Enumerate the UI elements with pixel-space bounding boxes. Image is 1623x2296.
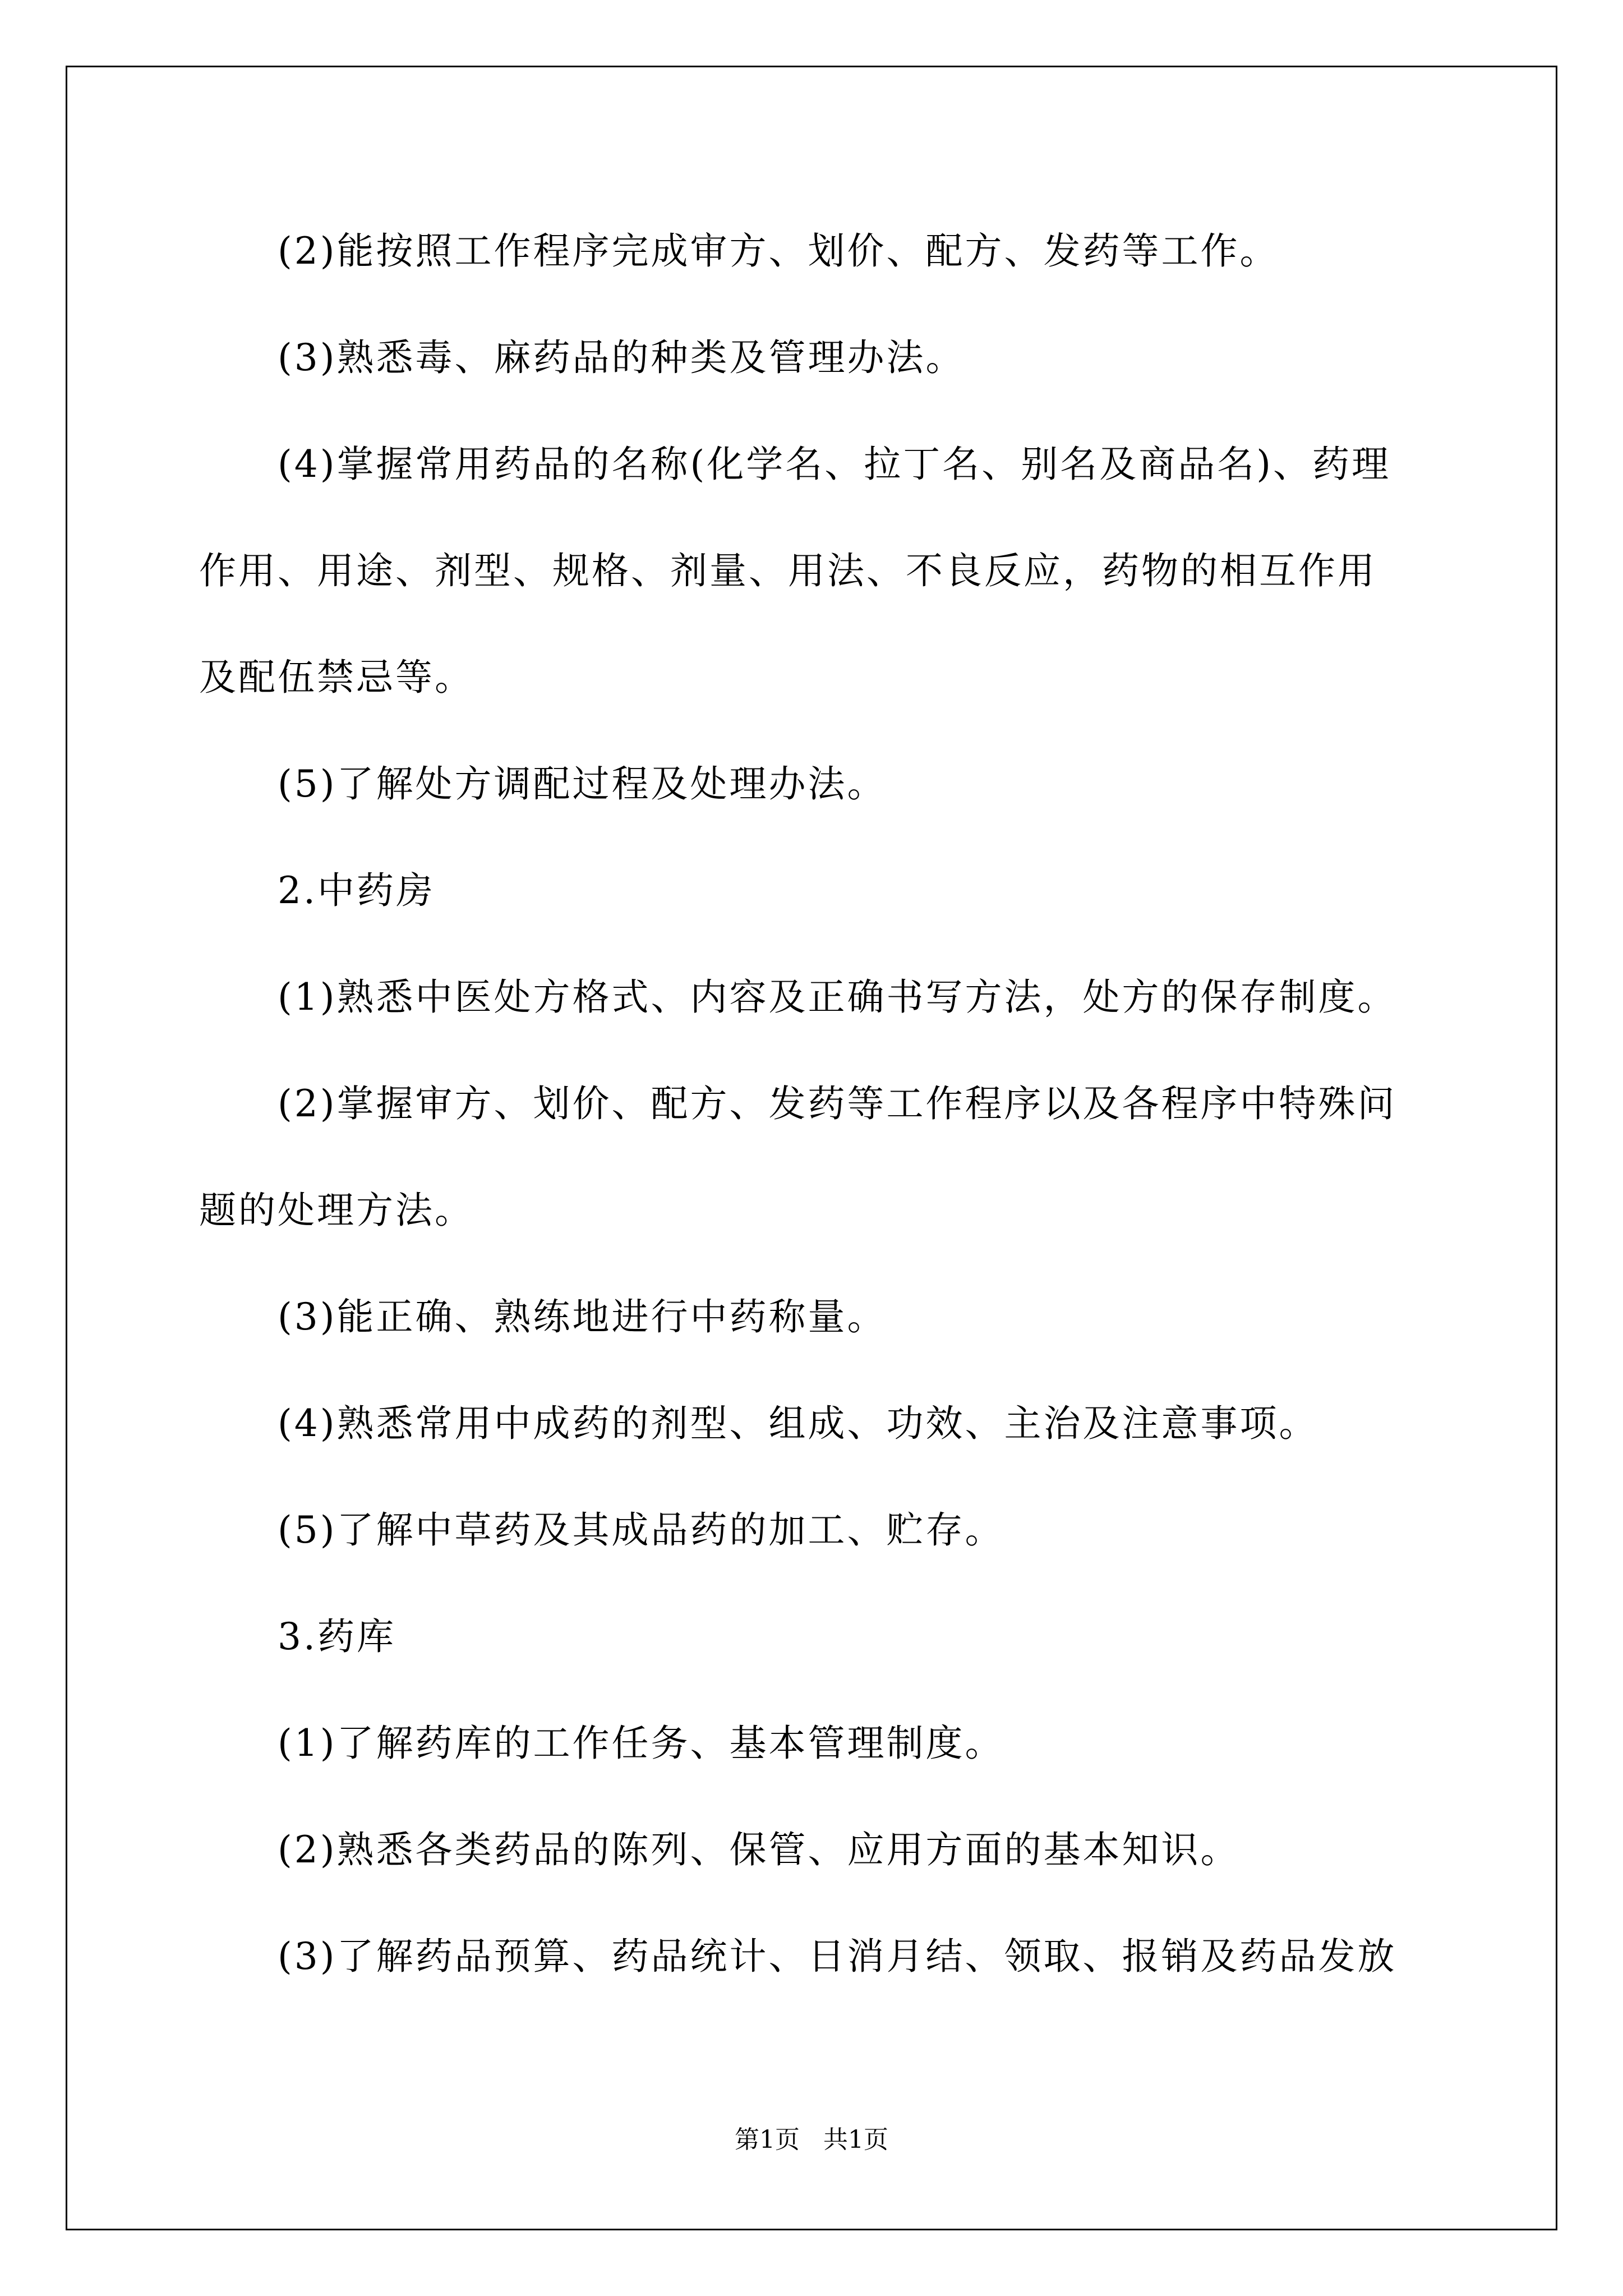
paragraph-line: 题的处理方法。 <box>199 1189 474 1232</box>
paragraph-line: 及配伍禁忌等。 <box>199 656 474 699</box>
section-heading: 3.药库 <box>278 1615 396 1658</box>
paragraph-line: (4)掌握常用药品的名称(化学名、拉丁名、别名及商品名)、药理 <box>278 443 1391 486</box>
paragraph-line: (2)熟悉各类药品的陈列、保管、应用方面的基本知识。 <box>278 1828 1240 1871</box>
paragraph-line: (4)熟悉常用中成药的剂型、组成、功效、主治及注意事项。 <box>278 1402 1318 1445</box>
paragraph-line: (3)熟悉毒、麻药品的种类及管理办法。 <box>278 336 965 379</box>
page-number-footer: 第1页 共1页 <box>735 2125 888 2154</box>
section-heading: 2.中药房 <box>278 869 435 912</box>
paragraph-line: (3)能正确、熟练地进行中药称量。 <box>278 1295 887 1338</box>
paragraph-line: (2)掌握审方、划价、配方、发药等工作程序以及各程序中特殊问 <box>278 1082 1397 1125</box>
paragraph-line: (3)了解药品预算、药品统计、日消月结、领取、报销及药品发放 <box>278 1935 1397 1978</box>
paragraph-line: (1)熟悉中医处方格式、内容及正确书写方法，处方的保存制度。 <box>278 976 1397 1019</box>
paragraph-line: (1)了解药库的工作任务、基本管理制度。 <box>278 1722 1004 1765</box>
paragraph-line: (5)了解处方调配过程及处理办法。 <box>278 762 887 806</box>
paragraph-line: (5)了解中草药及其成品药的加工、贮存。 <box>278 1508 1004 1552</box>
paragraph-line: (2)能按照工作程序完成审方、划价、配方、发药等工作。 <box>278 229 1279 273</box>
paragraph-line: 作用、用途、剂型、规格、剂量、用法、不良反应，药物的相互作用 <box>199 549 1377 592</box>
